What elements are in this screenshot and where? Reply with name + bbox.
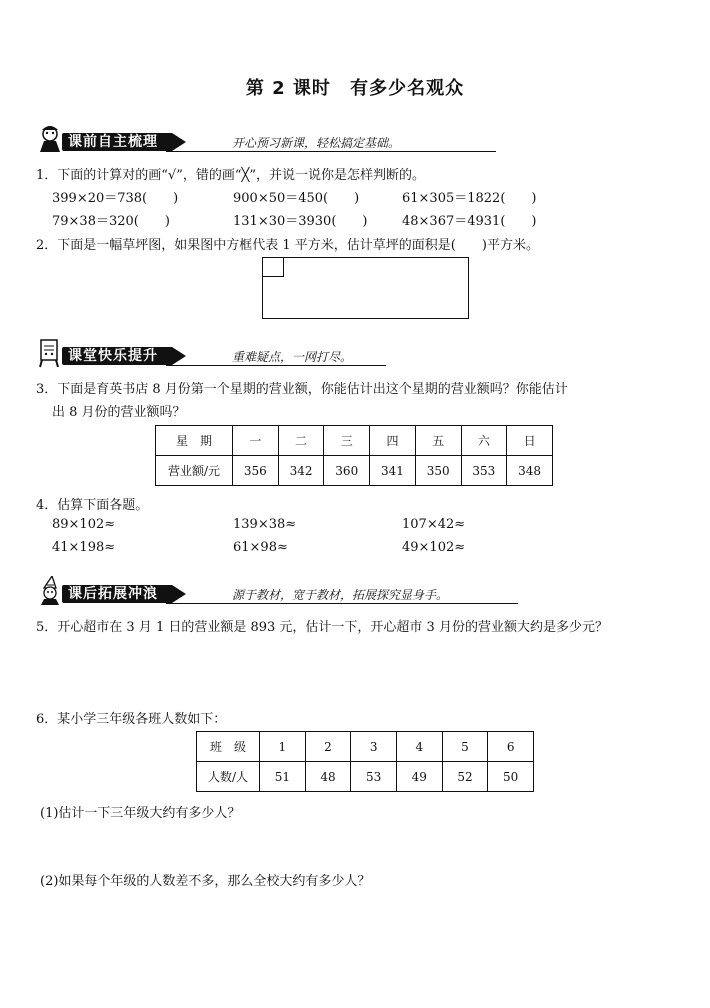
lesson-name: 有多少名观众 [350, 78, 465, 99]
table-row [197, 762, 534, 792]
table-cell: 2 [305, 732, 351, 762]
row-header: 班 级 [197, 732, 260, 762]
section-note: 开心预习新课，轻松搞定基础。 [232, 136, 401, 150]
table-row [156, 426, 553, 456]
class-size-table [196, 731, 534, 792]
question-3-text-line1: 3．下面是育英书店 8 月份第一个星期的营业额，你能估计出这个星期的营业额吗？你能估计 [36, 382, 568, 397]
section-note: 源于教材，宽于教材，拓展探究显身手。 [232, 588, 449, 602]
q4-item: 107×42≈ [402, 517, 466, 532]
table-cell: 6 [488, 732, 534, 762]
question-6-text: 6．某小学三年级各班人数如下： [36, 712, 227, 727]
section-note: 重难疑点，一网打尽。 [232, 350, 353, 364]
table-cell: 353 [461, 456, 507, 486]
table-cell: 5 [442, 732, 488, 762]
table-cell: 1 [260, 732, 306, 762]
page-title [0, 74, 710, 100]
q4-item: 139×38≈ [233, 517, 297, 532]
table-cell: 350 [415, 456, 461, 486]
table-cell: 二 [278, 426, 324, 456]
q1-item: 61×305＝1822( ) [402, 191, 537, 206]
q1-item: 48×367＝4931( ) [402, 214, 537, 229]
table-cell: 三 [324, 426, 370, 456]
table-cell: 52 [442, 762, 488, 792]
q4-item: 89×102≈ [52, 517, 116, 532]
question-3-text-line2: 出 8 月份的营业额吗？ [52, 405, 186, 420]
q1-item: 900×50＝450( ) [233, 191, 360, 206]
table-cell: 3 [351, 732, 397, 762]
table-cell: 一 [233, 426, 279, 456]
q1-item: 79×38＝320( ) [52, 214, 170, 229]
table-row [197, 732, 534, 762]
unit-square [263, 258, 284, 277]
table-cell: 342 [278, 456, 324, 486]
divider [166, 151, 496, 152]
row-header: 人数/人 [197, 762, 260, 792]
row-header: 星 期 [156, 426, 233, 456]
table-cell: 日 [507, 426, 553, 456]
table-cell: 49 [396, 762, 442, 792]
table-cell: 348 [507, 456, 553, 486]
question-1-text: 1．下面的计算对的画“√”，错的画“╳”，并说一说你是怎样判断的。 [36, 168, 425, 183]
divider [166, 365, 386, 366]
question-2-text: 2．下面是一幅草坪图，如果图中方框代表 1 平方米，估计草坪的面积是( )平方米。 [36, 238, 539, 253]
lawn-diagram [262, 257, 469, 319]
table-cell: 六 [461, 426, 507, 456]
q1-item: 399×20＝738( ) [52, 191, 179, 206]
table-cell: 53 [351, 762, 397, 792]
section-label: 课前自主梳理 [62, 133, 172, 151]
table-cell: 五 [415, 426, 461, 456]
section-label: 课堂快乐提升 [62, 347, 172, 365]
section-banner-extension [36, 576, 676, 606]
lesson-number: 第 2 课时 [245, 78, 331, 99]
q4-item: 41×198≈ [52, 540, 116, 555]
table-cell: 4 [396, 732, 442, 762]
table-row [156, 456, 553, 486]
table-cell: 50 [488, 762, 534, 792]
table-cell: 51 [260, 762, 306, 792]
table-cell: 四 [370, 426, 416, 456]
question-5-text: 5．开心超市在 3 月 1 日的营业额是 893 元，估计一下，开心超市 3 月份的营业额大约是多少元？ [36, 620, 608, 635]
q4-item: 49×102≈ [402, 540, 466, 555]
section-banner-preview [36, 124, 676, 154]
table-cell: 356 [233, 456, 279, 486]
divider [166, 603, 518, 604]
table-cell: 341 [370, 456, 416, 486]
question-4-text: 4．估算下面各题。 [36, 498, 149, 513]
question-6-sub-1: (1)估计一下三年级大约有多少人？ [40, 806, 241, 821]
table-cell: 48 [305, 762, 351, 792]
q1-item: 131×30＝3930( ) [233, 214, 368, 229]
section-label: 课后拓展冲浪 [62, 585, 172, 603]
sales-table [155, 425, 553, 486]
q4-item: 61×98≈ [233, 540, 288, 555]
question-6-sub-2: (2)如果每个年级的人数差不多，那么全校大约有多少人？ [40, 874, 371, 889]
row-header: 营业额/元 [156, 456, 233, 486]
section-banner-class [36, 338, 676, 368]
table-cell: 360 [324, 456, 370, 486]
